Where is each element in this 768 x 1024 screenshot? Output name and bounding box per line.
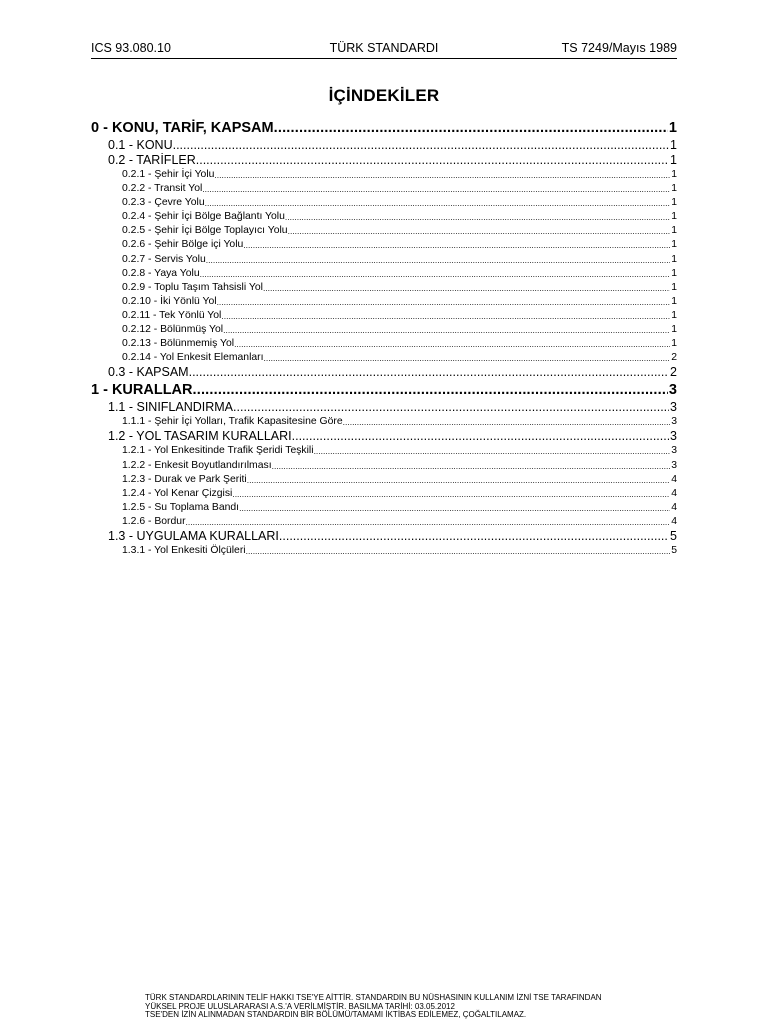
page-title: İÇİNDEKİLER bbox=[328, 86, 440, 105]
toc-leader-dots bbox=[200, 267, 671, 281]
toc-entry[interactable] bbox=[91, 444, 677, 458]
toc-entry[interactable] bbox=[91, 415, 677, 429]
toc-page-number: 3 bbox=[670, 400, 677, 415]
toc-leader-dots bbox=[173, 138, 669, 153]
toc-entry[interactable] bbox=[91, 267, 677, 281]
toc-entry[interactable] bbox=[91, 544, 677, 558]
toc-entry-title: 0.2.10 - İki Yönlü Yol bbox=[122, 295, 217, 307]
toc-entry[interactable] bbox=[91, 295, 677, 309]
toc-leader-dots bbox=[189, 365, 669, 380]
toc-leader-dots bbox=[205, 196, 671, 210]
toc-page-number: 4 bbox=[671, 501, 677, 513]
toc-entry[interactable] bbox=[91, 487, 677, 501]
toc-entry-title: 0.2.4 - Şehir İçi Bölge Bağlantı Yolu bbox=[122, 211, 285, 223]
table-of-contents bbox=[91, 118, 677, 558]
toc-page-number: 1 bbox=[670, 153, 677, 167]
toc-leader-dots bbox=[343, 415, 671, 429]
toc-entry[interactable] bbox=[91, 501, 677, 515]
toc-leader-dots bbox=[263, 281, 670, 295]
toc-page-number: 1 bbox=[671, 239, 677, 251]
toc-entry[interactable] bbox=[91, 182, 677, 196]
toc-entry-title: 1.2.3 - Durak ve Park Şeriti bbox=[122, 473, 247, 485]
toc-entry[interactable] bbox=[91, 365, 677, 380]
toc-entry-title: 1.1.1 - Şehir İçi Yolları, Trafik Kapasitesine Göre bbox=[122, 416, 343, 428]
toc-entry-title: 1.2 - YOL TASARIM KURALLARI bbox=[108, 429, 292, 444]
toc-page-number: 3 bbox=[668, 382, 677, 399]
toc-entry-title: 0.2.11 - Tek Yönlü Yol bbox=[122, 309, 222, 321]
toc-leader-dots bbox=[221, 309, 670, 323]
toc-entry-title: 0.2.2 - Transit Yol bbox=[122, 183, 203, 195]
toc-page-number: 3 bbox=[671, 459, 677, 471]
toc-page-number: 1 bbox=[671, 295, 677, 307]
toc-entry[interactable] bbox=[91, 224, 677, 238]
standard-name: TÜRK STANDARDI bbox=[329, 41, 439, 55]
toc-entry-title: 0.2.1 - Şehir İçi Yolu bbox=[122, 169, 215, 180]
toc-entry[interactable] bbox=[91, 118, 677, 138]
toc-entry[interactable] bbox=[91, 400, 677, 415]
toc-leader-dots bbox=[196, 153, 669, 168]
toc-entry[interactable] bbox=[91, 429, 677, 444]
toc-entry-title: 1.2.6 - Bordur bbox=[122, 515, 186, 527]
toc-entry-title: 0.2.13 - Bölünmemiş Yol bbox=[122, 338, 235, 350]
toc-entry-title: 1.3.1 - Yol Enkesiti Ölçüleri bbox=[122, 544, 246, 556]
footer-line: TÜRK STANDARDLARININ TELİF HAKKI TSE'YE AİTTİR. STANDARDIN BU NÜSHASININ KULLANIM İZNİ TSE TARAFINDAN bbox=[145, 993, 602, 1002]
toc-leader-dots bbox=[272, 459, 671, 473]
toc-entry[interactable] bbox=[91, 515, 677, 529]
toc-leader-dots bbox=[288, 224, 671, 238]
toc-entry-title: 0.2.6 - Şehir Bölge içi Yolu bbox=[122, 239, 244, 251]
ics-code: ICS 93.080.10 bbox=[91, 41, 171, 55]
toc-page-number: 3 bbox=[671, 445, 677, 457]
copyright-footer bbox=[145, 994, 602, 1020]
toc-page-number: 1 bbox=[671, 281, 677, 293]
toc-leader-dots bbox=[247, 473, 670, 487]
toc-leader-dots bbox=[214, 168, 670, 182]
toc-page-number: 1 bbox=[671, 324, 677, 336]
toc-entry[interactable] bbox=[91, 138, 677, 153]
toc-entry-title: 1.2.5 - Su Toplama Bandı bbox=[122, 501, 240, 513]
toc-page-number: 4 bbox=[671, 487, 677, 499]
toc-entry-title: 1.3 - UYGULAMA KURALLARI bbox=[108, 528, 279, 543]
toc-entry-title: 0.2.12 - Bölünmüş Yol bbox=[122, 324, 224, 336]
toc-page-number: 1 bbox=[671, 183, 677, 195]
toc-entry[interactable] bbox=[91, 281, 677, 295]
toc-leader-dots bbox=[243, 238, 670, 252]
toc-entry-title: 0.2.14 - Yol Enkesit Elemanları bbox=[122, 352, 264, 364]
toc-entry[interactable] bbox=[91, 459, 677, 473]
toc-page-number: 3 bbox=[671, 416, 677, 428]
toc-leader-dots bbox=[234, 337, 670, 351]
toc-entry-title: 0 - KONU, TARİF, KAPSAM bbox=[91, 120, 274, 136]
toc-page-number: 1 bbox=[671, 338, 677, 350]
toc-entry[interactable] bbox=[91, 253, 677, 267]
toc-entry-title: 0.2.3 - Çevre Yolu bbox=[122, 197, 205, 209]
toc-entry-title: 1.2.2 - Enkesit Boyutlandırılması bbox=[122, 459, 272, 471]
toc-entry[interactable] bbox=[91, 323, 677, 337]
toc-page-number: 1 bbox=[671, 253, 677, 265]
toc-page-number: 2 bbox=[671, 352, 677, 364]
toc-entry-title: 0.2.7 - Servis Yolu bbox=[122, 253, 206, 265]
toc-page-number: 1 bbox=[671, 169, 677, 180]
toc-entry-title: 0.1 - KONU bbox=[108, 138, 173, 152]
toc-entry-title: 0.2.5 - Şehir İçi Bölge Toplayıcı Yolu bbox=[122, 225, 288, 237]
toc-entry[interactable] bbox=[91, 309, 677, 323]
toc-entry[interactable] bbox=[91, 351, 677, 365]
toc-entry-title: 0.2.8 - Yaya Yolu bbox=[122, 267, 200, 279]
toc-page-number: 3 bbox=[670, 429, 677, 444]
toc-leader-dots bbox=[206, 253, 670, 267]
standard-code: TS 7249/Mayıs 1989 bbox=[561, 41, 677, 55]
toc-page-number: 5 bbox=[670, 528, 677, 543]
toc-page-number: 1 bbox=[671, 267, 677, 279]
page-header bbox=[91, 41, 677, 59]
toc-entry[interactable] bbox=[91, 529, 677, 544]
toc-leader-dots bbox=[279, 529, 669, 544]
toc-entry[interactable] bbox=[91, 337, 677, 351]
toc-entry[interactable] bbox=[91, 210, 677, 224]
toc-page-number: 1 bbox=[668, 120, 677, 136]
toc-leader-dots bbox=[246, 544, 671, 558]
toc-page-number: 1 bbox=[671, 197, 677, 209]
toc-entry[interactable] bbox=[91, 168, 677, 182]
toc-entry-title: 0.2 - TARİFLER bbox=[108, 153, 196, 167]
footer-line: TSE'DEN İZİN ALINMADAN STANDARDIN BİR BÖLÜMÜ/TAMAMI İKTİBAS EDİLEMEZ, ÇOĞALTILAMAZ. bbox=[145, 1010, 527, 1020]
toc-leader-dots bbox=[239, 501, 670, 515]
toc-entry[interactable] bbox=[91, 238, 677, 252]
header-rule bbox=[91, 58, 677, 59]
toc-leader-dots bbox=[285, 210, 670, 224]
toc-leader-dots bbox=[314, 444, 671, 458]
toc-leader-dots bbox=[202, 182, 670, 196]
toc-leader-dots bbox=[193, 380, 668, 400]
toc-page-number: 1 bbox=[671, 309, 677, 321]
toc-entry[interactable] bbox=[91, 380, 677, 400]
toc-leader-dots bbox=[232, 487, 670, 501]
toc-page-number: 4 bbox=[671, 473, 677, 485]
toc-page-number: 5 bbox=[671, 544, 677, 556]
toc-leader-dots bbox=[217, 295, 671, 309]
toc-entry-title: 1 - KURALLAR bbox=[91, 382, 193, 399]
toc-leader-dots bbox=[292, 429, 669, 444]
toc-leader-dots bbox=[186, 515, 671, 529]
toc-leader-dots bbox=[264, 351, 671, 365]
footer-line: YÜKSEL PROJE ULUSLARARASI A.S.'A VERİLMİŞTİR. BASILMA TARİHİ: 03.05.2012 bbox=[145, 1001, 455, 1011]
toc-leader-dots bbox=[223, 323, 670, 337]
toc-leader-dots bbox=[233, 400, 669, 415]
toc-page-number: 4 bbox=[671, 515, 677, 527]
toc-page-number: 2 bbox=[670, 365, 677, 380]
toc-page-number: 1 bbox=[670, 138, 677, 152]
toc-page-number: 1 bbox=[671, 225, 677, 237]
toc-entry-title: 1.2.4 - Yol Kenar Çizgisi bbox=[122, 487, 233, 499]
toc-entry[interactable] bbox=[91, 196, 677, 210]
toc-entry-title: 0.3 - KAPSAM bbox=[108, 365, 189, 380]
toc-entry-title: 1.1 - SINIFLANDIRMA bbox=[108, 400, 234, 415]
toc-page-number: 1 bbox=[671, 211, 677, 223]
toc-leader-dots bbox=[274, 118, 668, 138]
toc-entry-title: 0.2.9 - Toplu Taşım Tahsisli Yol bbox=[122, 281, 263, 293]
toc-entry[interactable] bbox=[91, 473, 677, 487]
toc-entry[interactable] bbox=[91, 153, 677, 168]
toc-entry-title: 1.2.1 - Yol Enkesitinde Trafik Şeridi Teşkili bbox=[122, 445, 314, 457]
